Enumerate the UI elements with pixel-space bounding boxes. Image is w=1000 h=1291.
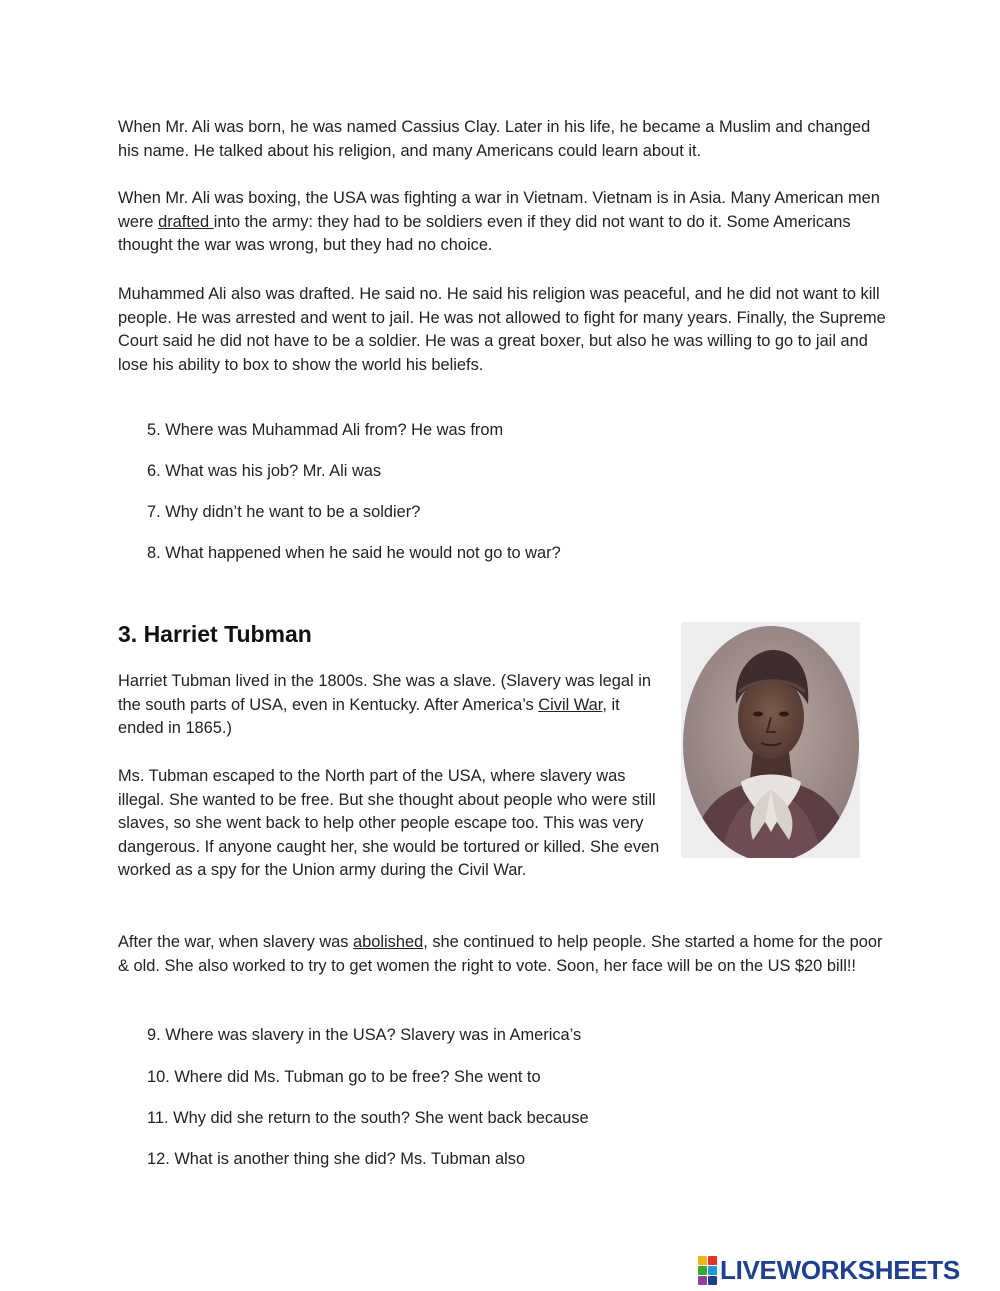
vocab-abolished: abolished: [353, 933, 424, 951]
tubman-paragraph-3: [118, 931, 888, 978]
question-12: 12. What is another thing she did? Ms. Tubman also: [147, 1150, 526, 1168]
question-9: 9. Where was slavery in the USA? Slavery was in America’s: [147, 1026, 582, 1044]
question-10: 10. Where did Ms. Tubman go to be free? She went to: [147, 1068, 541, 1086]
ali-paragraph-1: When Mr. Ali was born, he was named Cassius Clay. Later in his life, he became a Muslim and changed his name. He talked about his religion, and many Americans could learn about it.: [118, 118, 871, 160]
liveworksheets-logo-icon: [698, 1256, 717, 1285]
liveworksheets-wordmark: LIVEWORKSHEETS: [720, 1255, 960, 1285]
ali-paragraph-2-text-a: When Mr. Ali was boxing, the USA was fighting a war in Vietnam. Vietnam is in Asia. Many American men were: [118, 189, 880, 231]
question-8: 8. What happened when he said he would not go to war?: [147, 544, 561, 562]
section-heading-harriet-tubman: 3. Harriet Tubman: [118, 621, 312, 647]
logo-tile: [708, 1276, 717, 1285]
question-5: 5. Where was Muhammad Ali from? He was from: [147, 421, 504, 439]
logo-tile: [698, 1266, 707, 1275]
tubman-paragraph-3-text-b: , she continued to help people. She started a home for the poor & old. She also worked to try to get women the right to vote. Soon, her face will be on the US $20 bill!!: [118, 933, 883, 975]
question-11: 11. Why did she return to the south? She went back because: [147, 1109, 589, 1127]
question-6: 6. What was his job? Mr. Ali was: [147, 462, 382, 480]
ali-paragraph-3: Muhammed Ali also was drafted. He said no. He said his religion was peaceful, and he did not want to kill people. He was arrested and went to jail. He was not allowed to fight for many years. Finally, the Supreme Court said he did not have to be a soldier. He was a great boxer, but also he was willing to go to jail and lose his ability to box to show the world his beliefs.: [118, 285, 886, 374]
question-7: 7. Why didn’t he want to be a soldier?: [147, 503, 421, 521]
logo-tile: [708, 1256, 717, 1265]
harriet-tubman-portrait: [681, 622, 860, 858]
portrait-illustration: [681, 622, 860, 858]
liveworksheets-logo: [698, 1256, 960, 1284]
tubman-paragraph-3-text-a: After the war, when slavery was: [118, 933, 354, 951]
logo-tile: [698, 1256, 707, 1265]
tubman-paragraph-1-text-a: Harriet Tubman lived in the 1800s. She was a slave. (Slavery was legal in the south parts of USA, even in Kentucky. After America’s: [118, 672, 651, 714]
logo-tile: [698, 1276, 707, 1285]
tubman-paragraph-2: Ms. Tubman escaped to the North part of the USA, where slavery was illegal. She wanted to be free. But she thought about people who were still slaves, so she went back to help other people escape too. This was very dangerous. If anyone caught her, she would be tortured or killed. She even worked as a spy for the Union army during the Civil War.: [118, 767, 660, 879]
ali-paragraph-2-text-b: into the army: they had to be soldiers even if they did not want to do it. Some Americans thought the war was wrong, but they had no choice.: [118, 212, 851, 254]
ali-paragraph-2: [118, 187, 888, 258]
logo-tile: [708, 1266, 717, 1275]
tubman-paragraph-1-text-b: , it ended in 1865.): [118, 695, 620, 737]
vocab-civil-war: Civil War: [538, 695, 603, 714]
vocab-drafted: drafted: [158, 212, 214, 231]
tubman-paragraph-1: [118, 670, 663, 741]
